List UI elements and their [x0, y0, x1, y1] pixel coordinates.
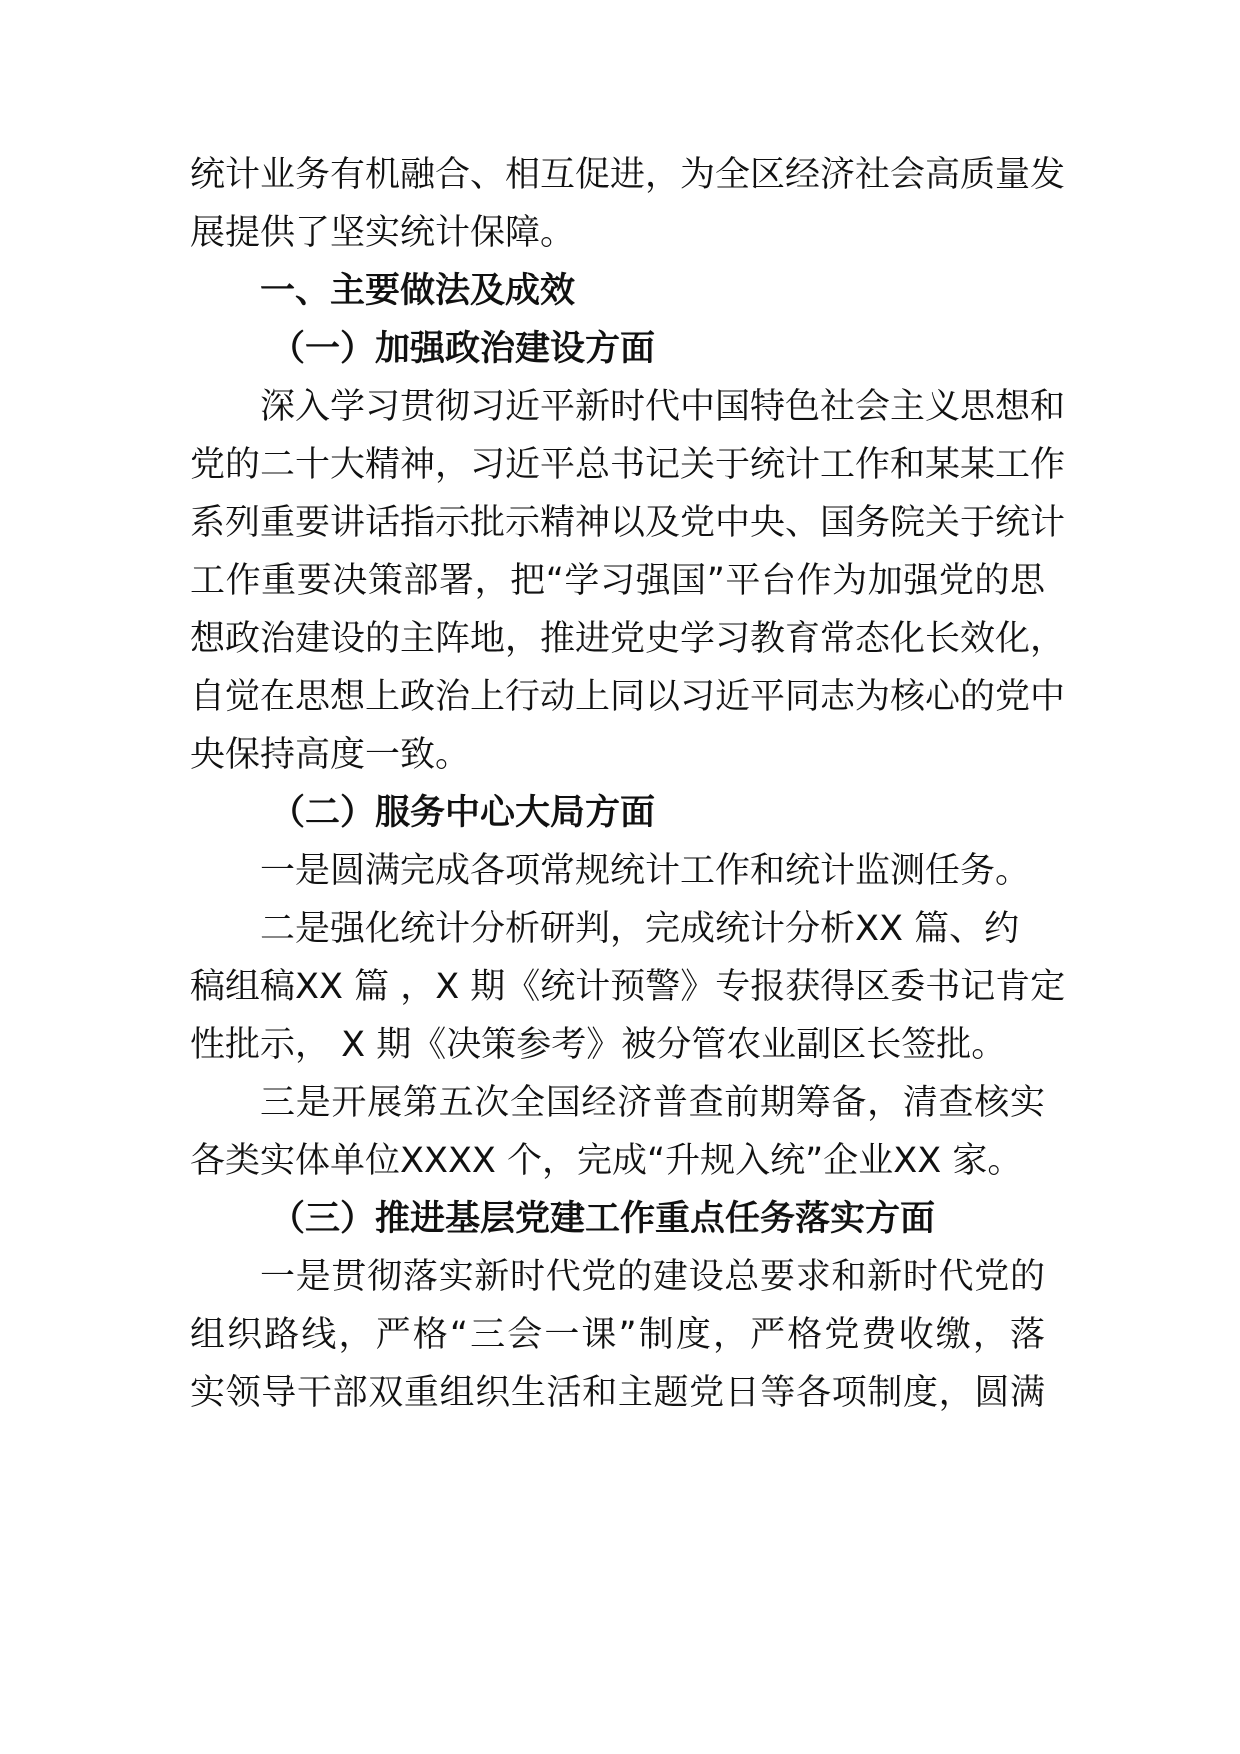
paragraph-line: 自觉在思想上政治上行动上同以习近平同志为核心的党中 — [190, 677, 1066, 717]
paragraph-line: 展提供了坚实统计保障。 — [190, 213, 576, 253]
paragraph-line: 一是圆满完成各项常规统计工作和统计监测任务。 — [260, 851, 1031, 891]
paragraph-line: 各类实体单位XXXX 个，完成“升规入统”企业XX 家。 — [190, 1141, 1023, 1181]
paragraph-line: 党的二十大精神，习近平总书记关于统计工作和某某工作 — [190, 445, 1066, 485]
paragraph-line: 深入学习贯彻习近平新时代中国特色社会主义思想和 — [260, 387, 1066, 427]
subsection-heading: （二）服务中心大局方面 — [270, 793, 656, 833]
paragraph-line: 实领导干部双重组织生活和主题党日等各项制度，圆满 — [190, 1373, 1045, 1413]
paragraph-line: 央保持高度一致。 — [190, 735, 471, 775]
paragraph-line: 想政治建设的主阵地，推进党史学习教育常态化长效化， — [190, 619, 1066, 659]
paragraph-line: 系列重要讲话指示批示精神以及党中央、国务院关于统计 — [190, 503, 1066, 543]
paragraph-line: 组织路线，严格“三会一课”制度，严格党费收缴，落 — [190, 1315, 1045, 1355]
subsection-heading: （三）推进基层党建工作重点任务落实方面 — [270, 1199, 936, 1239]
paragraph-line: 性批示， X 期《决策参考》被分管农业副区长签批。 — [190, 1025, 1007, 1065]
paragraph-line: 二是强化统计分析研判，完成统计分析XX 篇、约 — [260, 909, 1020, 949]
paragraph-line: 三是开展第五次全国经济普查前期筹备，清查核实 — [260, 1083, 1045, 1123]
section-heading: 一、主要做法及成效 — [260, 271, 576, 311]
paragraph-line: 工作重要决策部署，把“学习强国”平台作为加强党的思 — [190, 561, 1045, 601]
paragraph-line: 稿组稿XX 篇 ，X 期《统计预警》专报获得区委书记肯定 — [190, 967, 1066, 1007]
paragraph-line: 统计业务有机融合、相互促进，为全区经济社会高质量发 — [190, 155, 1066, 195]
paragraph-line: 一是贯彻落实新时代党的建设总要求和新时代党的 — [260, 1257, 1045, 1297]
subsection-heading: （一）加强政治建设方面 — [270, 329, 656, 369]
